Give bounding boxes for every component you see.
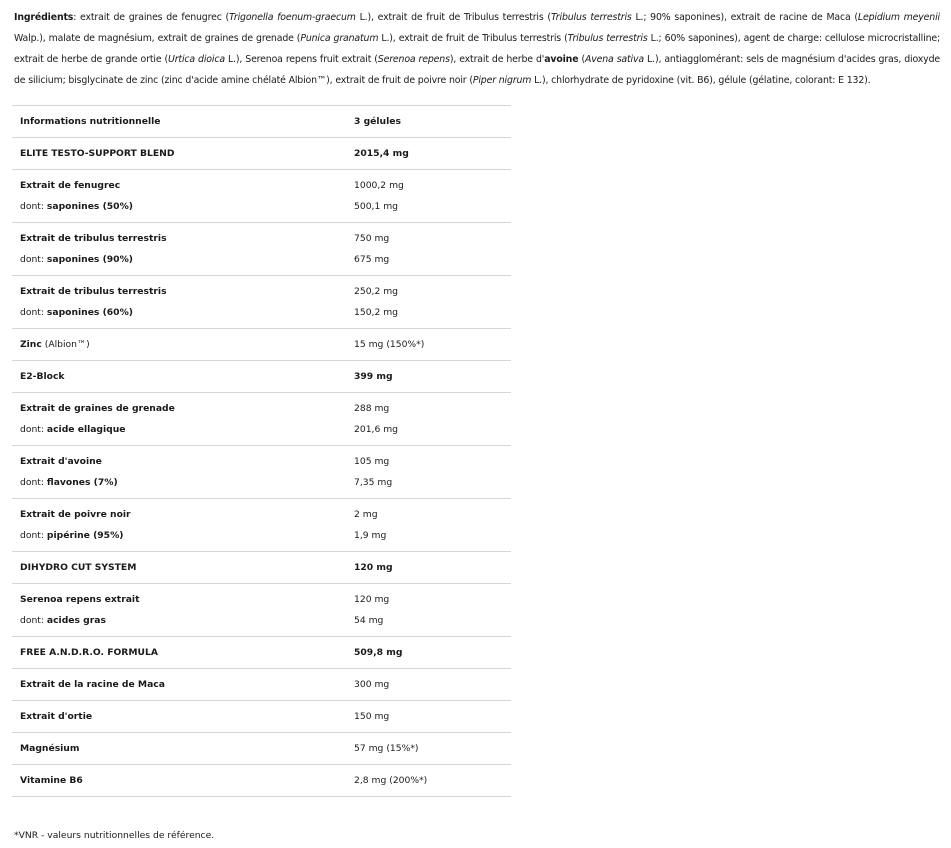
nutrient-value: 1,9 mg: [354, 530, 387, 541]
table-line: [12, 525, 511, 546]
nutrient-name-cell: [12, 339, 354, 350]
nutrient-name: E2-Block: [20, 371, 65, 382]
nutrient-name-cell: [12, 286, 354, 297]
table-line: [12, 419, 511, 440]
nutrient-name-cell: [12, 233, 354, 244]
ingredients-segment: Punica granatum: [300, 33, 379, 44]
nutrient-value: 2015,4 mg: [354, 148, 409, 159]
nutrient-name-cell: [12, 403, 354, 414]
table-row: [12, 552, 511, 584]
ingredients-segment: Lepidium meyenii: [857, 12, 940, 23]
nutrient-value: 54 mg: [354, 615, 384, 626]
nutrient-prefix: dont:: [20, 307, 47, 318]
table-line: [12, 451, 511, 472]
ingredients-segment: L.), extrait de fruit de Tribulus terrestris (: [355, 12, 551, 23]
nutrient-name: saponines (50%): [46, 201, 133, 212]
nutrient-value: 150,2 mg: [354, 307, 399, 318]
table-row: [12, 329, 511, 361]
nutrient-value: 2 mg: [354, 509, 378, 520]
nutrient-name: Extrait d'avoine: [20, 456, 102, 467]
table-line: [12, 302, 511, 323]
header-value: 3 gélules: [354, 116, 401, 127]
nutrient-value: 57 mg (15%*): [354, 743, 419, 754]
ingredients-segment: Avena sativa: [584, 54, 644, 65]
table-line: [12, 674, 511, 695]
ingredients-segment: Tribulus terrestris: [567, 33, 648, 44]
nutrient-name: pipérine (95%): [46, 530, 124, 541]
nutrient-name: Extrait de la racine de Maca: [20, 679, 165, 690]
table-line: [12, 770, 511, 791]
table-body: [12, 138, 511, 797]
nutrient-value: 509,8 mg: [354, 647, 403, 658]
nutrient-name: Extrait de tribulus terrestris: [20, 233, 167, 244]
nutrient-name-cell: [12, 530, 354, 541]
table-line: [12, 504, 511, 525]
nutrient-name: Zinc: [20, 339, 42, 350]
nutrient-name-cell: [12, 615, 354, 626]
nutrient-name-cell: [12, 594, 354, 605]
table-line: [12, 196, 511, 217]
nutrient-name-cell: [12, 148, 354, 159]
nutrient-value: 105 mg: [354, 456, 390, 467]
ingredients-segment: Walp.), malate de magnésium, extrait de graines de grenade (: [14, 33, 301, 44]
ingredients-segment: L.), chlorhydrate de pyridoxine (vit. B6), gélule (gélatine, colorant: E 132).: [531, 75, 871, 86]
ingredients-segment: L.; 60% saponines), agent de charge: cellulose microcristalline; extrait de herbe de grande ortie (: [14, 33, 941, 65]
table-line: [12, 366, 511, 387]
ingredients-segment: Piper nigrum: [472, 75, 532, 86]
table-line: [12, 706, 511, 727]
table-header-line: [12, 111, 511, 132]
nutrient-prefix: dont:: [20, 254, 47, 265]
nutrient-name-cell: [12, 509, 354, 520]
nutrient-name-cell: [12, 456, 354, 467]
nutrient-name: DIHYDRO CUT SYSTEM: [20, 562, 137, 573]
nutrient-name-cell: [12, 371, 354, 382]
nutrient-name-cell: [12, 711, 354, 722]
nutrient-name-cell: [12, 201, 354, 212]
table-line: [12, 398, 511, 419]
table-line: [12, 143, 511, 164]
nutrient-name: Vitamine B6: [20, 775, 83, 786]
table-line: [12, 610, 511, 631]
nutrient-name: flavones (7%): [46, 477, 118, 488]
table-row: [12, 138, 511, 170]
nutrient-name-cell: [12, 254, 354, 265]
nutrient-value: 675 mg: [354, 254, 390, 265]
nutrient-prefix: dont:: [20, 201, 47, 212]
nutrient-name: Extrait de poivre noir: [20, 509, 131, 520]
nutrient-name-cell: [12, 562, 354, 573]
nutrient-name: Serenoa repens extrait: [20, 594, 140, 605]
nutrient-prefix: dont:: [20, 530, 47, 541]
table-line: [12, 557, 511, 578]
ingredients-label: Ingrédients: [14, 12, 74, 23]
header-name: Informations nutritionnelle: [20, 116, 161, 127]
nutrient-prefix: dont:: [20, 477, 47, 488]
nutrient-name-cell: [12, 743, 354, 754]
table-line: [12, 175, 511, 196]
nutrition-table: [12, 105, 511, 797]
nutrient-name-cell: [12, 477, 354, 488]
nutrient-suffix: (Albion™): [41, 339, 90, 350]
nutrient-name-cell: [12, 424, 354, 435]
ingredients-segment: ), extrait de herbe d': [449, 54, 545, 65]
ingredients-segment: Tribulus terrestris: [550, 12, 632, 23]
nutrient-name-cell: [12, 180, 354, 191]
ingredients-segment: L.), extrait de fruit de Tribulus terrestris (: [378, 33, 568, 44]
table-row: [12, 733, 511, 765]
ingredients-text: [14, 12, 940, 86]
table-line: [12, 642, 511, 663]
table-line: [12, 334, 511, 355]
nutrient-value: 300 mg: [354, 679, 390, 690]
nutrient-prefix: dont:: [20, 424, 47, 435]
table-row: [12, 669, 511, 701]
ingredients-segment: L.; 90% saponines), extrait de racine de Maca (: [631, 12, 858, 23]
table-header-row: [12, 106, 511, 138]
ingredients-segment: : extrait de graines de fenugrec (: [73, 12, 230, 23]
nutrient-name: Magnésium: [20, 743, 80, 754]
nutrient-name-cell: [12, 775, 354, 786]
ingredients-segment: L.), antiagglomérant: sels de magnésium d'acides gras, dioxyde de silicium; bisglycinate de zinc (zinc d'acide amine chélaté Albion™), extrait de fruit de poivre noir (: [14, 54, 940, 86]
table-line: [12, 738, 511, 759]
table-line: [12, 472, 511, 493]
table-row: [12, 584, 511, 637]
table-line: [12, 228, 511, 249]
table-row: [12, 361, 511, 393]
ingredients-segment: Serenoa repens: [377, 54, 450, 65]
nutrient-name: acide ellagique: [46, 424, 126, 435]
nutrient-value: 500,1 mg: [354, 201, 399, 212]
nutrient-value: 150 mg: [354, 711, 390, 722]
nutrient-value: 288 mg: [354, 403, 390, 414]
table-row: [12, 276, 511, 329]
nutrient-value: 750 mg: [354, 233, 390, 244]
nutrient-name: saponines (90%): [46, 254, 133, 265]
footnote: *VNR - valeurs nutritionnelles de référence.: [14, 830, 215, 841]
nutrient-value: 2,8 mg (200%*): [354, 775, 428, 786]
nutrient-name: Extrait de graines de grenade: [20, 403, 175, 414]
table-row: [12, 393, 511, 446]
ingredients-segment: L.), Serenoa repens fruit extrait (: [224, 54, 378, 65]
table-row: [12, 223, 511, 276]
nutrient-name-cell: [12, 647, 354, 658]
table-row: [12, 765, 511, 797]
nutrient-name: FREE A.N.D.R.O. FORMULA: [20, 647, 158, 658]
nutrient-value: 120 mg: [354, 562, 393, 573]
table-line: [12, 249, 511, 270]
nutrient-value: 120 mg: [354, 594, 390, 605]
table-row: [12, 446, 511, 499]
nutrient-name: saponines (60%): [46, 307, 133, 318]
table-line: [12, 589, 511, 610]
nutrient-name: Extrait de tribulus terrestris: [20, 286, 167, 297]
nutrient-value: 1000,2 mg: [354, 180, 404, 191]
nutrient-value: 7,35 mg: [354, 477, 393, 488]
nutrient-value: 399 mg: [354, 371, 393, 382]
ingredients-segment: (: [578, 54, 585, 65]
nutrient-value: 15 mg (150%*): [354, 339, 425, 350]
nutrient-name-cell: [12, 679, 354, 690]
table-line: [12, 281, 511, 302]
nutrient-name: Extrait de fenugrec: [20, 180, 121, 191]
nutrient-value: 250,2 mg: [354, 286, 399, 297]
nutrient-name: acides gras: [46, 615, 106, 626]
ingredients-segment: avoine: [544, 54, 579, 65]
nutrient-prefix: dont:: [20, 615, 47, 626]
nutrient-name: Extrait d'ortie: [20, 711, 93, 722]
nutrient-name-cell: [12, 307, 354, 318]
table-row: [12, 701, 511, 733]
ingredients-segment: Trigonella foenum-graecum: [229, 12, 356, 23]
table-row: [12, 170, 511, 223]
ingredients-paragraph: [14, 7, 940, 91]
table-row: [12, 637, 511, 669]
ingredients-segment: Urtica dioica: [168, 54, 225, 65]
table-row: [12, 499, 511, 552]
nutrient-value: 201,6 mg: [354, 424, 399, 435]
nutrient-name: ELITE TESTO-SUPPORT BLEND: [20, 148, 175, 159]
